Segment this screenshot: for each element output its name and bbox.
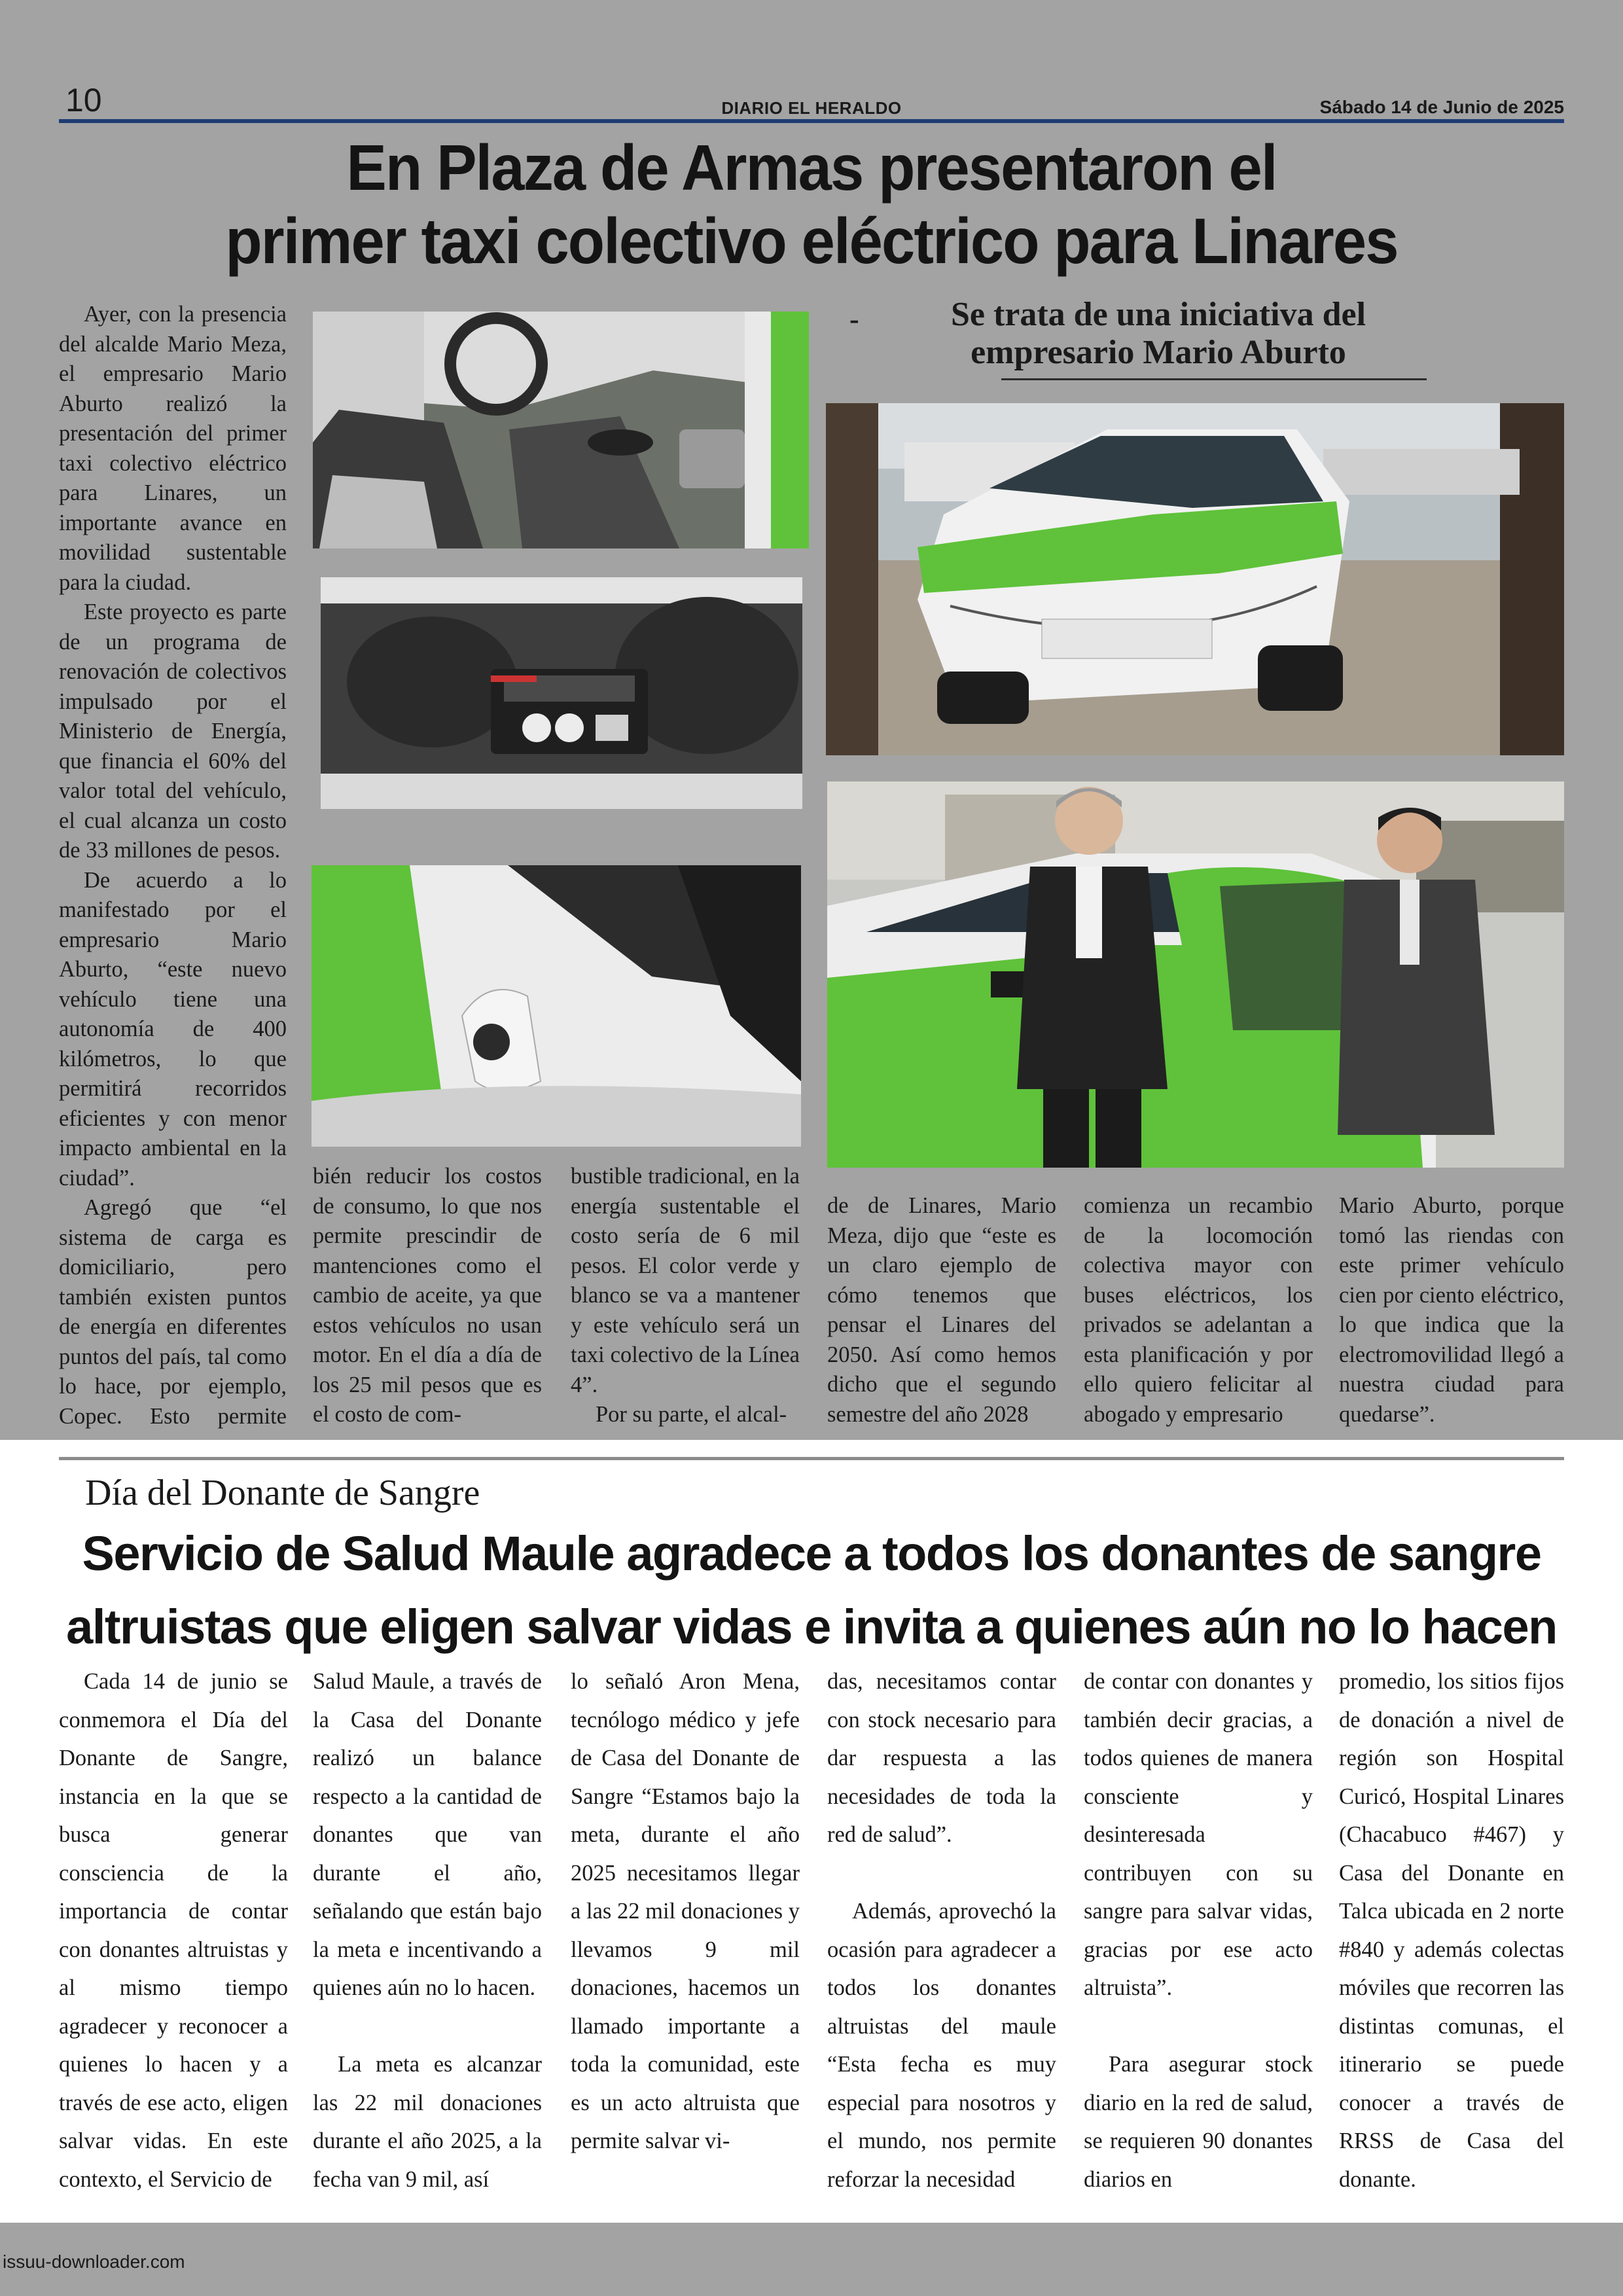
photo-car-interior (313, 312, 809, 548)
article-column-5 (1084, 1191, 1313, 1429)
paragraph: comienza un recambio de la locomoción colectiva mayor con buses eléctricos, los privados se adelantan a esta planificación y por ello quiero felicitar al abogado y empresario (1084, 1193, 1313, 1427)
headline-2-line-2: altruistas que eligen salvar vidas e invita a quienes aún no lo hacen (66, 1600, 1557, 1654)
car-trunk-illustration (321, 577, 802, 809)
watermark-url: issuu-downloader.com (3, 2251, 185, 2272)
paragraph: Ayer, con la presencia del alcalde Mario Meza, el empresario Mario Aburto realizó la presentación del primer taxi colectivo eléctrico para Linares, un importante avance en movilidad sustentable para la ciudad. (59, 302, 287, 595)
article-headline (48, 131, 1574, 278)
article-2-column-5 (1084, 1662, 1313, 2198)
page-number: 10 (65, 82, 102, 118)
article-column-6 (1339, 1191, 1564, 1429)
paragraph: Este proyecto es parte de un programa de renovación de colectivos impulsado por el Ministerio de Energía, que financia el 60% del valor total del vehículo, el cual alcanza un costo de 33 millones de pesos. (59, 600, 287, 863)
article-column-3 (571, 1162, 800, 1430)
article-column-1 (59, 300, 287, 1462)
photo-officials-with-taxi (827, 781, 1564, 1168)
car-interior-illustration (313, 312, 809, 548)
paragraph: Salud Maule, a través de la Casa del Donante realizó un balance respecto a la cantidad de donantes que van durante el año, señalando que están bajo la meta e incentivando a quienes aún no lo hacen. (313, 1669, 542, 2000)
subhead-line-2: empresario Mario Aburto (971, 334, 1346, 371)
paragraph: das, necesitamos contar con stock necesario para dar respuesta a las necesidades de toda la red de salud”. (827, 1669, 1056, 1847)
issue-date: Sábado 14 de Junio de 2025 (1319, 97, 1564, 117)
article-2-column-4 (827, 1662, 1056, 2198)
headline-line-2: primer taxi colectivo eléctrico para Linares (225, 205, 1398, 277)
taxi-front-illustration (826, 403, 1564, 755)
photo-charging-port (312, 865, 801, 1147)
article-2-column-1 (59, 1662, 288, 2198)
paragraph: Cada 14 de junio se conmemora el Día del Donante de Sangre, instancia en la que se busca generar consciencia de la importancia de contar con donantes altruistas y al mismo tiempo agradecer y reconocer a quienes lo hacen y a través de ese acto, eligen salvar vidas. En este contexto, el Servicio de (59, 1669, 288, 2192)
photo-taxi-front (826, 403, 1564, 755)
paragraph: de de Linares, Mario Meza, dijo que “este es un claro ejemplo de cómo tenemos que pensar el Linares del 2050. Así como hemos dicho que el segundo semestre del año 2028 (827, 1193, 1056, 1427)
article-2-column-6 (1339, 1662, 1564, 2198)
article-headline-2 (0, 1517, 1623, 1664)
officials-with-taxi-illustration (827, 781, 1564, 1168)
paragraph: Para asegurar stock diario en la red de salud, se requieren 90 donantes diarios en (1084, 2052, 1313, 2192)
paragraph: bién reducir los costos de consumo, lo que nos permite prescindir de mantenciones como el cambio de aceite, ya que estos vehículos no usan motor. En el día a día de los 25 mil pesos que es el costo de com- (313, 1164, 542, 1427)
newspaper-name: DIARIO EL HERALDO (721, 98, 902, 118)
article-kicker: Día del Donante de Sangre (85, 1473, 480, 1513)
section-rule (59, 1457, 1564, 1460)
subhead-dash: - (849, 303, 859, 335)
paragraph: De acuerdo a lo manifestado por el empresario Mario Aburto, “este nuevo vehículo tiene una autonomía de 400 kilómetros, lo que permitirá recorridos eficientes y con menor impacto ambiental en la ciudad”. (59, 867, 287, 1191)
paragraph: de contar con donantes y también decir gracias, a todos quienes de manera consciente y desinteresada contribuyen con su sangre para salvar vidas, gracias por ese acto altruista”. (1084, 1669, 1313, 2000)
subhead-underline (1001, 378, 1427, 380)
paragraph: Mario Aburto, porque tomó las riendas con este primer vehículo cien por ciento eléctrico, lo que indica que la electromovilidad llegó a nuestra ciudad para quedarse”. (1339, 1193, 1564, 1427)
paragraph: La meta es alcanzar las 22 mil donaciones durante el año 2025, a la fecha van 9 mil, así (313, 2052, 542, 2192)
photo-car-trunk (321, 577, 802, 809)
article-2-column-3 (571, 1662, 800, 2161)
subhead-line-1: Se trata de una iniciativa del (950, 296, 1366, 333)
header-rule (59, 119, 1564, 123)
article-column-4 (827, 1191, 1056, 1429)
headline-line-1: En Plaza de Armas presentaron el (346, 132, 1277, 204)
article-2-column-2 (313, 1662, 542, 2198)
article-subhead (844, 296, 1472, 372)
charging-port-illustration (312, 865, 801, 1147)
paragraph: Por su parte, el alcal- (596, 1402, 787, 1427)
headline-2-line-1: Servicio de Salud Maule agradece a todos los donantes de sangre (82, 1526, 1541, 1581)
paragraph: Agregó que “el sistema de carga es domiciliario, pero también existen puntos de energía en diferentes puntos del país, tal como lo hace, por ejemplo, Copec. Esto permite (59, 1195, 287, 1429)
paragraph: Además, aprovechó la ocasión para agradecer a todos los donantes altruistas del maule “Esta fecha es muy especial para nosotros y el mundo, nos permite reforzar la necesidad (827, 1899, 1056, 2192)
paragraph: bustible tradicional, en la energía sustentable el costo sería de 6 mil pesos. El color verde y blanco se va a mantener y este vehículo será un taxi colectivo de la Línea 4”. (571, 1164, 800, 1397)
paragraph: lo señaló Aron Mena, tecnólogo médico y jefe de Casa del Donante de Sangre “Estamos bajo la meta, durante el año 2025 necesitamos llegar a las 22 mil donaciones y llevamos 9 mil donaciones, hacemos un llamado importante a toda la comunidad, este es un acto altruista que permite salvar vi- (571, 1669, 800, 2153)
article-column-2 (313, 1162, 542, 1430)
paragraph: promedio, los sitios fijos de donación a nivel de región son Hospital Curicó, Hospital Linares (Chacabuco #467) y Casa del Donante en Talca ubicada en 2 norte #840 y además colectas móviles que recorren las distintas comunas, el itinerario se puede conocer a través de RRSS de Casa del donante. (1339, 1669, 1564, 2192)
